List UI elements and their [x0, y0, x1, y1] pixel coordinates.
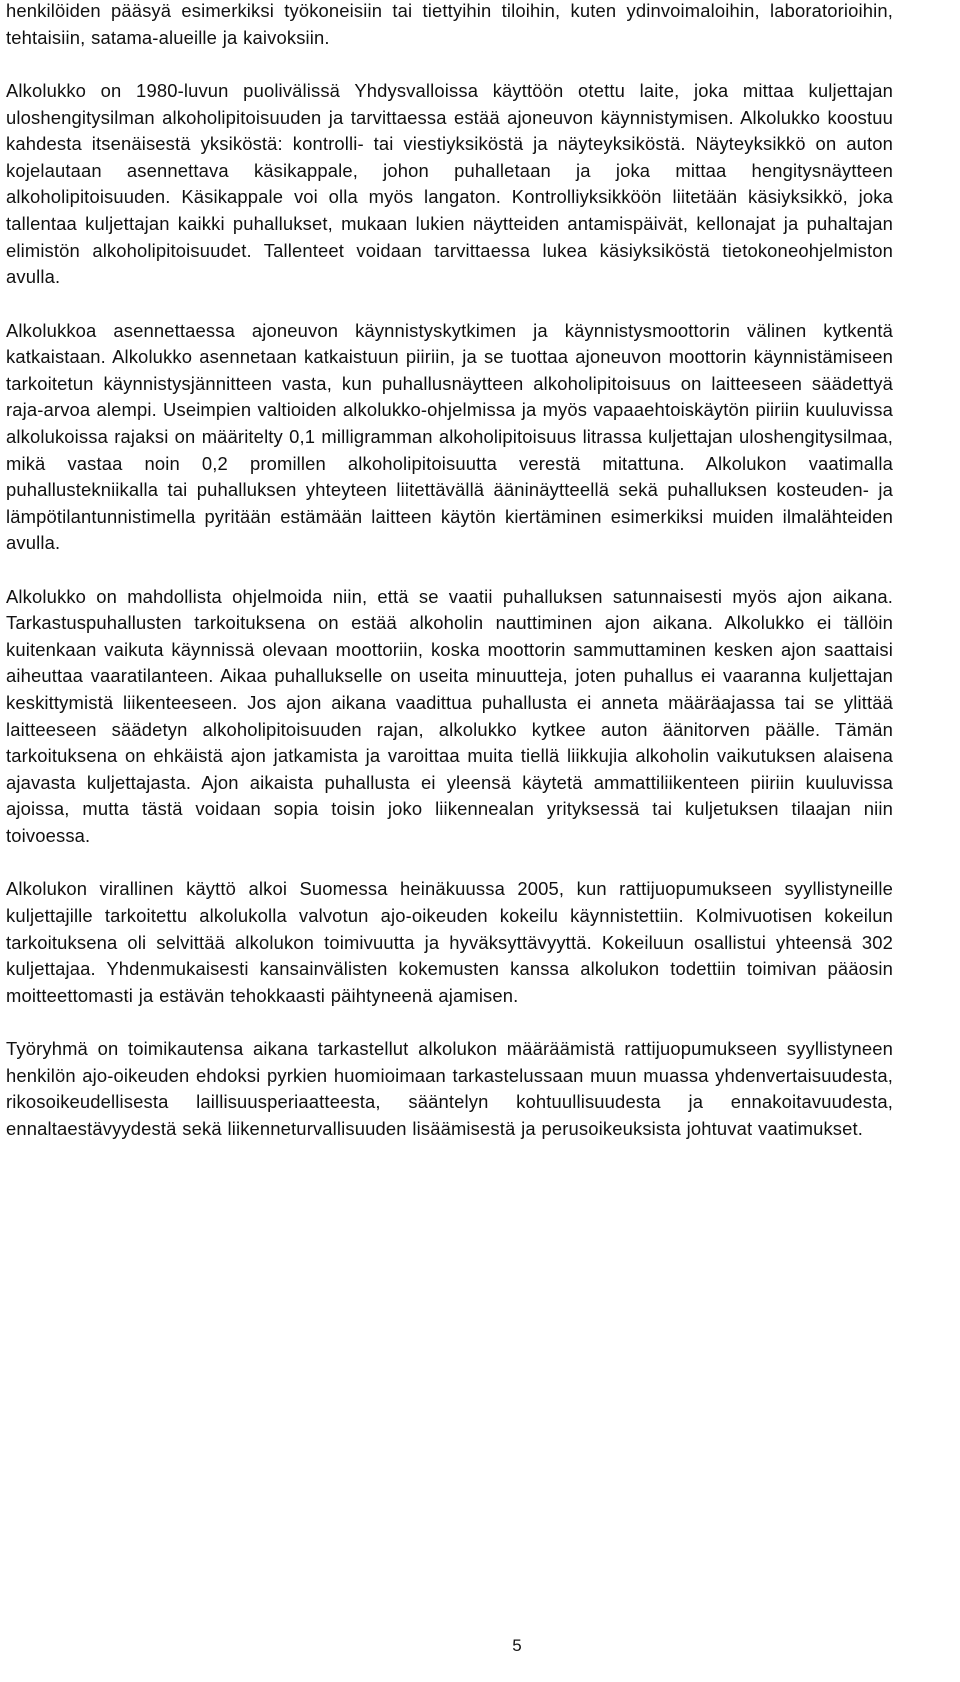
paragraph-3: Alkolukkoa asennettaessa ajoneuvon käynnistyskytkimen ja käynnistysmoottorin välinen kytkentä katkaistaan. Alkolukko asennetaan katkaistuun piiriin, ja se tuottaa ajoneuvon moottorin käynnistämiseen tarkoitetun käynnistysjännitteen vasta, kun puhallusnäytteen alkoholipitoisuus on laitteeseen säädettyä raja-arvoa alempi. Useimpien valtioiden alkolukko-ohjelmissa ja myös vapaaehtoiskäytön piiriin kuuluvissa alkolukoissa rajaksi on määritelty 0,1 milligramman alkoholipitoisuus litrassa kuljettajan uloshengitysilmaa, mikä vastaa noin 0,2 promillen alkoholipitoisuutta verestä mitattuna. Alkolukon vaatimalla puhallustekniikalla tai puhalluksen yhteyteen liitettävällä ääninäytteellä sekä puhalluksen kosteuden- ja lämpötilantunnistimella pyritään estämään laitteen käytön kiertäminen esimerkiksi muiden ilmalähteiden avulla. — [6, 319, 893, 554]
paragraph-1: henkilöiden pääsyä esimerkiksi työkoneisiin tai tiettyihin tiloihin, kuten ydinvoimaloihin, laboratorioihin, tehtaisiin, satama-alueille ja kaivoksiin. — [6, 0, 893, 48]
paragraph-4: Alkolukko on mahdollista ohjelmoida niin, että se vaatii puhalluksen satunnaisesti myös ajon aikana. Tarkastuspuhallusten tarkoituksena on estää alkoholin nauttiminen ajon aikana. Alkolukko ei tällöin kuitenkaan vaikuta käynnissä olevaan moottoriin, koska moottorin sammuttaminen kesken ajon saattaisi aiheuttaa vaaratilanteen. Aikaa puhallukselle on useita minuutteja, joten puhallus ei vaaranna kuljettajan keskittymistä liikenteeseen. Jos ajon aikana vaadittua puhallusta ei anneta määräajassa tai se ylittää laitteeseen säädetyn alkoholipitoisuuden rajan, alkolukko kytkee auton äänitorven päälle. Tämän tarkoituksena on ehkäistä ajon jatkamista ja varoittaa muita tiellä liikkujia alkoholin vaikutuksen alaisena ajavasta kuljettajasta. Ajon aikaista puhallusta ei yleensä käytetä ammattiliikenteen piiriin kuuluvissa ajoissa, mutta tästä voidaan sopia toisin joko liikennealan yrityksessä tai kuljetuksen tilaajan niin toivoessa. — [6, 585, 893, 847]
paragraph-5: Alkolukon virallinen käyttö alkoi Suomessa heinäkuussa 2005, kun rattijuopumukseen syyllistyneille kuljettajille tarkoitettu alkolukolla valvotun ajo-oikeuden kokeilu käynnistettiin. Kolmivuotisen kokeilun tarkoituksena oli selvittää alkolukon toimivuutta ja hyväksyttävyyttä. Kokeiluun osallistui yhteensä 302 kuljettajaa. Yhdenmukaisesti kansainvälisten kokemusten kanssa alkolukon todettiin toimivan pääosin moitteettomasti ja estävän tehokkaasti päihtyneenä ajamisen. — [6, 878, 893, 1006]
body-text — [6, 0, 893, 1143]
paragraph-6: Työryhmä on toimikautensa aikana tarkastellut alkolukon määräämistä rattijuopumukseen syyllistyneen henkilön ajo-oikeuden ehdoksi pyrkien huomioimaan tarkastelussaan muun muassa yhdenvertaisuudesta, rikosoikeudellisesta laillisuusperiaatteesta, sääntelyn kohtuullisuudesta ja ennakoitavuudesta, ennaltaestävyydestä sekä liikenneturvallisuuden lisäämisestä ja perusoikeuksista johtuvat vaatimukset. — [6, 1038, 893, 1139]
page-number: 5 — [512, 1636, 522, 1655]
paragraph-2: Alkolukko on 1980-luvun puolivälissä Yhdysvalloissa käyttöön otettu laite, joka mittaa kuljettajan uloshengitysilman alkoholipitoisuuden ja tarvittaessa estää ajoneuvon käynnistymisen. Alkolukko koostuu kahdesta itsenäisestä yksiköstä: kontrolli- tai viestiyksiköstä ja näyteyksiköstä. Näyteyksikkö on auton kojelautaan asennettava käsikappale, johon puhalletaan ja joka mittaa hengitysnäytteen alkoholipitoisuuden. Käsikappale voi olla myös langaton. Kontrolliyksikköön liitetään käsiyksikkö, joka tallentaa kuljettajan kaikki puhallukset, mukaan lukien näytteiden antamispäivät, kellonajat ja puhaltajan elimistön alkoholipitoisuudet. Tallenteet voidaan tarvittaessa lukea käsiyksiköstä tietokoneohjelmiston avulla. — [6, 79, 893, 288]
